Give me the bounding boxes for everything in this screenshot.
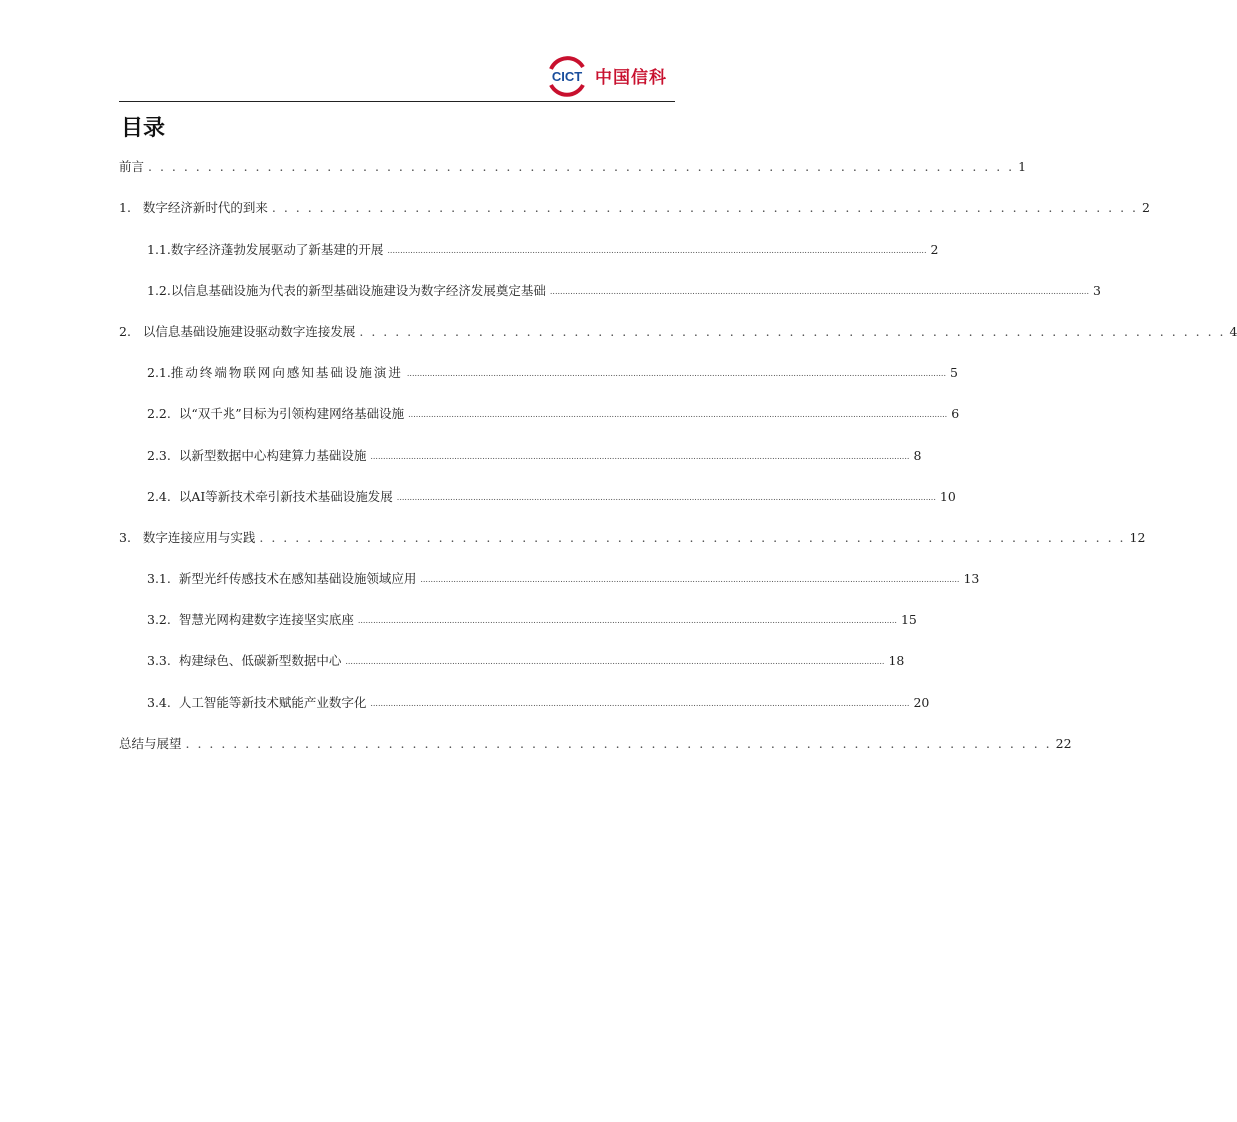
toc-leader: . . . . . . . . . . . . . . . . . . . . . . . . . . . . . . . . . . . . . . . . . . . . . . . . . . . . . . . . . . . . . . . . . . . . . . . . . xyxy=(271,200,1139,216)
toc-leader: .................................................................................................................................................................................................................... xyxy=(408,410,948,420)
toc-page: 2 xyxy=(1142,200,1150,216)
logo-abbr: CICT xyxy=(551,69,583,84)
toc-page: 1 xyxy=(1018,159,1027,175)
toc-number: 1.2. xyxy=(147,282,171,298)
toc-page: 10 xyxy=(939,488,956,504)
toc-label: 数字经济蓬勃发展驱动了新基建的开展 xyxy=(170,241,384,257)
toc-leader: .................................................................................................................................................................................................................... xyxy=(370,451,910,461)
cict-logo xyxy=(543,55,673,97)
toc-entry[interactable] xyxy=(119,640,905,681)
toc-page: 18 xyxy=(888,653,905,669)
toc-leader: . . . . . . . . . . . . . . . . . . . . . . . . . . . . . . . . . . . . . . . . . . . . . . . . . . . . . . . . . . . . . . . . . . . . . . . . . xyxy=(185,735,1052,751)
toc-entry[interactable] xyxy=(119,681,930,722)
toc-label: 数字经济新时代的到来 xyxy=(142,200,268,216)
toc-leader: .................................................................................................................................................................................................................... xyxy=(549,286,1089,296)
toc-label: 以AI等新技术牵引新技术基础设施发展 xyxy=(178,488,393,504)
toc-entry[interactable] xyxy=(119,723,1072,764)
toc-leader: .................................................................................................................................................................................................................... xyxy=(357,616,897,626)
toc-entry[interactable] xyxy=(119,558,980,599)
toc-label: 数字连接应用与实践 xyxy=(142,529,256,545)
toc-page: 13 xyxy=(963,571,980,587)
toc-entry[interactable] xyxy=(119,311,1237,352)
cict-logo-mark-icon xyxy=(543,55,591,97)
toc-entry[interactable] xyxy=(119,393,960,434)
toc-entry[interactable] xyxy=(119,599,917,640)
toc-label: 构建绿色、低碳新型数据中心 xyxy=(178,653,342,669)
toc-label: 人工智能等新技术赋能产业数字化 xyxy=(178,694,367,710)
toc-leader: .................................................................................................................................................................................................................... xyxy=(387,245,927,255)
toc-page: 4 xyxy=(1229,323,1237,339)
toc-page: 6 xyxy=(951,406,960,422)
table-of-contents xyxy=(119,146,1237,764)
toc-label: 推动终端物联网向感知基础设施演进 xyxy=(170,365,403,381)
toc-entry[interactable] xyxy=(119,187,1150,228)
toc-page: 8 xyxy=(913,447,922,463)
toc-label: 以新型数据中心构建算力基础设施 xyxy=(178,447,367,463)
toc-entry[interactable] xyxy=(119,476,956,517)
toc-leader: .................................................................................................................................................................................................................... xyxy=(370,698,910,708)
toc-leader: . . . . . . . . . . . . . . . . . . . . . . . . . . . . . . . . . . . . . . . . . . . . . . . . . . . . . . . . . . . . . . . . . . . . . . . . . xyxy=(259,529,1126,545)
toc-entry[interactable] xyxy=(119,146,1027,187)
page-title: 目录 xyxy=(121,116,166,141)
toc-page: 3 xyxy=(1092,282,1101,298)
header-rule xyxy=(119,101,675,102)
toc-label: 以信息基础设施为代表的新型基础设施建设为数字经济发展奠定基础 xyxy=(170,282,546,298)
toc-entry[interactable] xyxy=(119,517,1146,558)
toc-entry[interactable] xyxy=(119,270,1101,311)
toc-number: 3.1. xyxy=(147,571,179,587)
toc-page: 15 xyxy=(900,612,917,628)
toc-page: 12 xyxy=(1129,529,1146,545)
toc-leader: . . . . . . . . . . . . . . . . . . . . . . . . . . . . . . . . . . . . . . . . . . . . . . . . . . . . . . . . . . . . . . . . . . . . . . . . . xyxy=(359,323,1226,339)
toc-leader: . . . . . . . . . . . . . . . . . . . . . . . . . . . . . . . . . . . . . . . . . . . . . . . . . . . . . . . . . . . . . . . . . . . . . . . . . xyxy=(148,159,1015,175)
toc-label: 以信息基础设施建设驱动数字连接发展 xyxy=(142,323,356,339)
toc-leader: .................................................................................................................................................................................................................... xyxy=(420,575,960,585)
toc-label: 总结与展望 xyxy=(119,735,182,751)
toc-entry[interactable] xyxy=(119,352,958,393)
toc-page: 2 xyxy=(930,241,939,257)
toc-leader: .................................................................................................................................................................................................................... xyxy=(345,657,885,667)
toc-entry[interactable] xyxy=(119,434,922,475)
toc-number: 1. xyxy=(119,200,143,216)
toc-label: 以“双千兆”目标为引领构建网络基础设施 xyxy=(178,406,405,422)
toc-number: 2. xyxy=(119,323,143,339)
toc-entry[interactable] xyxy=(119,228,939,269)
toc-page: 20 xyxy=(913,694,930,710)
toc-label: 新型光纤传感技术在感知基础设施领域应用 xyxy=(178,571,417,587)
toc-number: 2.1. xyxy=(147,365,171,381)
toc-number: 3.3. xyxy=(147,653,179,669)
logo-name: 中国信科 xyxy=(595,68,667,88)
toc-number: 3.2. xyxy=(147,612,179,628)
toc-number: 2.4. xyxy=(147,488,179,504)
toc-page: 22 xyxy=(1055,735,1072,751)
toc-number: 3.4. xyxy=(147,694,179,710)
toc-label: 智慧光网构建数字连接坚实底座 xyxy=(178,612,354,628)
toc-leader: .................................................................................................................................................................................................................... xyxy=(406,369,946,379)
toc-number: 2.2. xyxy=(147,406,179,422)
toc-number: 2.3. xyxy=(147,447,179,463)
toc-label: 前言 xyxy=(119,159,145,175)
toc-number: 3. xyxy=(119,529,143,545)
toc-page: 5 xyxy=(949,365,958,381)
toc-leader: .................................................................................................................................................................................................................... xyxy=(396,492,936,502)
toc-number: 1.1. xyxy=(147,241,171,257)
